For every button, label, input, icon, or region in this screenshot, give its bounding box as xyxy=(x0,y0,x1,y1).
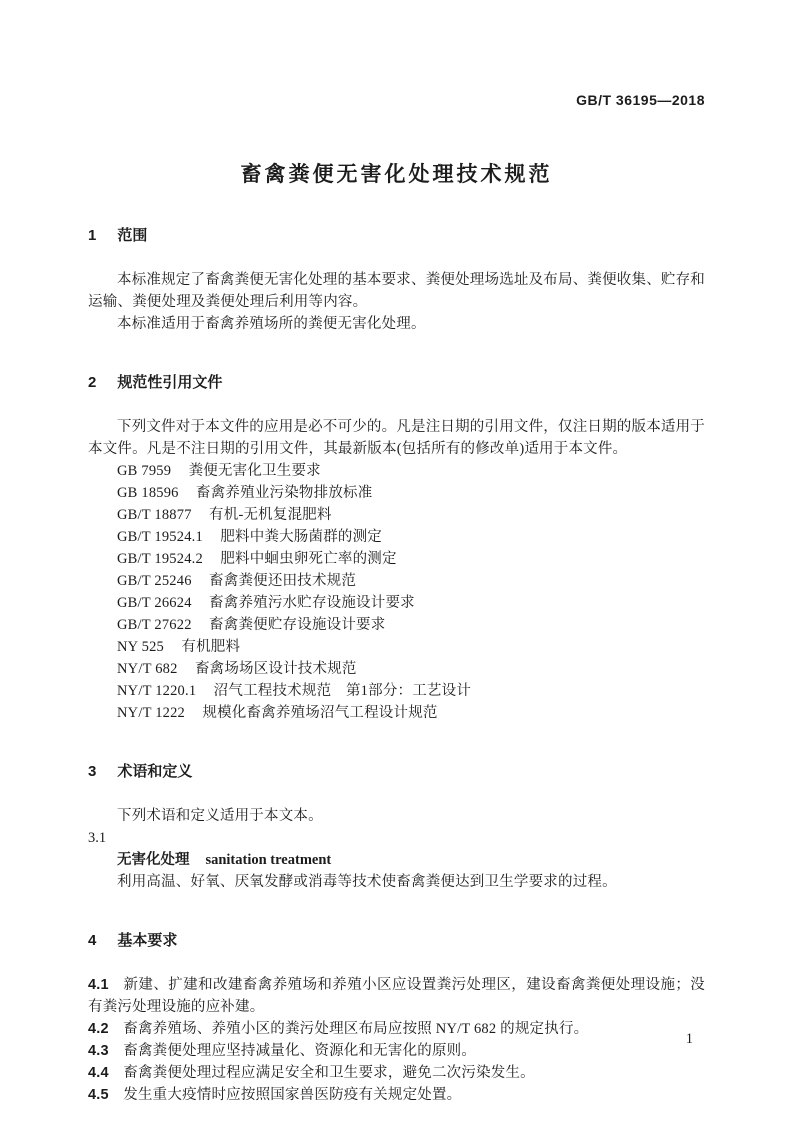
page-content xyxy=(88,0,705,1106)
reference-item xyxy=(88,658,705,680)
reference-code: NY/T 682 xyxy=(117,661,178,677)
clause-number: 4.5 xyxy=(88,1087,109,1103)
section-title: 术语和定义 xyxy=(117,763,193,780)
reference-code: GB/T 18877 xyxy=(117,507,192,523)
reference-code: GB 18596 xyxy=(117,485,179,501)
section-number: 3 xyxy=(88,763,97,780)
section-number: 1 xyxy=(88,227,97,244)
reference-item xyxy=(88,680,705,702)
reference-title: 畜禽粪便还田技术规范 xyxy=(209,573,357,589)
term-entry xyxy=(88,849,705,871)
reference-code: GB/T 26624 xyxy=(117,595,192,611)
reference-title: 畜禽养殖污水贮存设施设计要求 xyxy=(209,595,415,611)
reference-item xyxy=(88,460,705,482)
reference-list xyxy=(88,460,705,724)
reference-item xyxy=(88,636,705,658)
reference-title: 粪便无害化卫生要求 xyxy=(188,463,321,479)
reference-title: 肥料中蛔虫卵死亡率的测定 xyxy=(220,551,397,567)
reference-item xyxy=(88,482,705,504)
clause-4-1 xyxy=(88,974,705,1018)
reference-title: 有机-无机复混肥料 xyxy=(209,507,332,523)
scope-paragraph-2: 本标准适用于畜禽养殖场所的粪便无害化处理。 xyxy=(117,316,426,332)
term-chinese: 无害化处理 xyxy=(117,852,190,868)
clause-text: 畜禽粪便处理应坚持减量化、资源化和无害化的原则。 xyxy=(123,1043,477,1059)
reference-item xyxy=(88,570,705,592)
clause-text: 发生重大疫情时应按照国家兽医防疫有关规定处置。 xyxy=(123,1087,462,1103)
clause-4-4 xyxy=(88,1062,705,1084)
section-title: 基本要求 xyxy=(117,932,178,949)
term-number: 3.1 xyxy=(88,830,107,846)
section-heading-requirements xyxy=(88,929,705,950)
section-heading-terms xyxy=(88,760,705,781)
clause-4-2 xyxy=(88,1018,705,1040)
reference-title: 畜禽粪便贮存设施设计要求 xyxy=(209,617,386,633)
reference-code: NY/T 1222 xyxy=(117,705,185,721)
reference-item xyxy=(88,504,705,526)
clause-number: 4.2 xyxy=(88,1021,109,1037)
reference-title: 畜禽场场区设计技术规范 xyxy=(194,661,357,677)
page-number: 1 xyxy=(685,1031,693,1047)
references-intro: 下列文件对于本文件的应用是必不可少的。凡是注日期的引用文件，仅注日期的版本适用于本文件。凡是不注日期的引用文件，其最新版本(包括所有的修改单)适用于本文件。 xyxy=(88,419,705,457)
term-definition: 利用高温、好氧、厌氧发酵或消毒等技术使畜禽粪便达到卫生学要求的过程。 xyxy=(117,874,617,890)
reference-item xyxy=(88,548,705,570)
reference-item xyxy=(88,614,705,636)
reference-title: 畜禽养殖业污染物排放标准 xyxy=(196,485,373,501)
reference-code: GB/T 19524.1 xyxy=(117,529,203,545)
reference-code: GB/T 19524.2 xyxy=(117,551,203,567)
reference-code: GB 7959 xyxy=(117,463,172,479)
clause-number: 4.4 xyxy=(88,1065,109,1081)
clause-number: 4.3 xyxy=(88,1043,109,1059)
clause-4-5 xyxy=(88,1084,705,1106)
reference-item xyxy=(88,702,705,724)
reference-item xyxy=(88,526,705,548)
section-heading-references xyxy=(88,371,705,392)
section-number: 4 xyxy=(88,932,97,949)
reference-title: 沼气工程技术规范 第1部分：工艺设计 xyxy=(213,683,472,699)
reference-title: 规模化畜禽养殖场沼气工程设计规范 xyxy=(202,705,438,721)
reference-title: 有机肥料 xyxy=(181,639,241,655)
reference-code: NY/T 1220.1 xyxy=(117,683,197,699)
clause-text: 新建、扩建和改建畜禽养殖场和养殖小区应设置粪污处理区，建设畜禽粪便处理设施；没有粪污处理设施的应补建。 xyxy=(88,977,705,1015)
term-english: sanitation treatment xyxy=(205,852,332,868)
reference-code: GB/T 25246 xyxy=(117,573,192,589)
section-title: 范围 xyxy=(117,227,148,244)
document-title: 畜禽粪便无害化处理技术规范 xyxy=(240,163,553,186)
standard-code: GB/T 36195—2018 xyxy=(576,92,705,108)
clause-number: 4.1 xyxy=(88,977,109,993)
reference-item xyxy=(88,592,705,614)
reference-title: 肥料中粪大肠菌群的测定 xyxy=(220,529,383,545)
section-heading-scope xyxy=(88,224,705,245)
section-number: 2 xyxy=(88,374,97,391)
clause-text: 畜禽养殖场、养殖小区的粪污处理区布局应按照 NY/T 682 的规定执行。 xyxy=(123,1021,589,1037)
section-title: 规范性引用文件 xyxy=(117,374,223,391)
clause-4-3 xyxy=(88,1040,705,1062)
reference-code: NY 525 xyxy=(117,639,164,655)
terms-intro: 下列术语和定义适用于本文本。 xyxy=(117,808,323,824)
scope-paragraph-1: 本标准规定了畜禽粪便无害化处理的基本要求、粪便处理场选址及布局、粪便收集、贮存和运输、粪便处理及粪便处理后利用等内容。 xyxy=(88,272,705,310)
reference-code: GB/T 27622 xyxy=(117,617,192,633)
clause-text: 畜禽粪便处理过程应满足安全和卫生要求，避免二次污染发生。 xyxy=(123,1065,535,1081)
